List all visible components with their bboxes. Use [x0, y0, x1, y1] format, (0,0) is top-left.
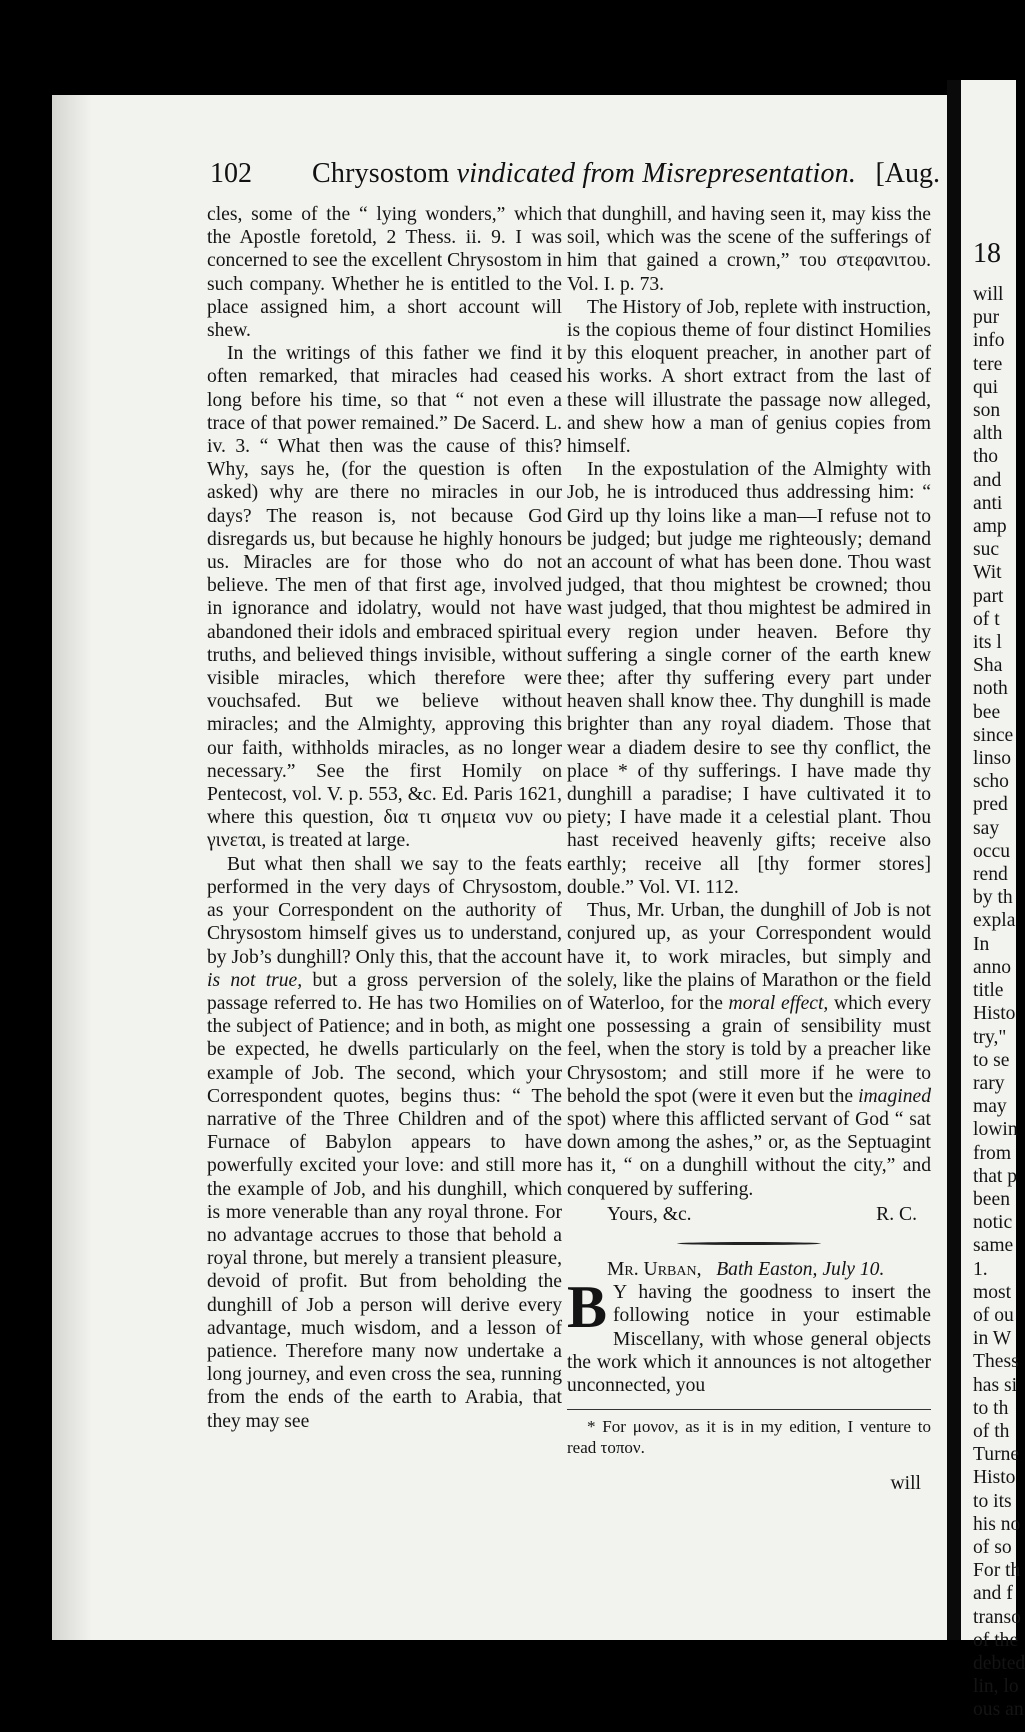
text-run: which every one possessing a grain of sensibility must feel, when the story is told by a preacher like Chrysostom; and still more if he were to behold the spot (were it even but the — [567, 992, 932, 1107]
italic-run: is not true, — [207, 969, 303, 991]
facing-page-line: scho — [973, 771, 1009, 793]
paragraph — [567, 899, 931, 1201]
facing-page-line: to its — [973, 1490, 1012, 1512]
text-run: but a gross perversion of the passage referred to. He has two Homilies on the subject of Patience; and in both, as might be expected, he dwells particularly on the example of Job. The second, which your Correspondent quotes, begins thus: “ The narrative of the Three Children and of the Furnace of Babylon appears to have powerfully excited your love: and still more the example of Job, and his dunghill, which is more venerable than any royal throne. For no advantage accrues to those that behold a royal throne, but merely a transient pleasure, devoid of profit. But from beholding the dunghill of Job a person will derive every advantage, much wisdom, and a lesson of patience. Therefore many now undertake a long journey, and even cross the sea, running from the ends of the earth to Arabia, that they may see — [207, 969, 562, 1432]
facing-page-line: info — [973, 330, 1005, 352]
text-column-left — [207, 203, 562, 1433]
text-column-right — [567, 203, 931, 1495]
catchword: will — [890, 1473, 921, 1495]
place-date: Bath Easton, July 10. — [716, 1258, 885, 1280]
facing-page-line: has si — [973, 1374, 1018, 1396]
page-number: 102 — [210, 158, 252, 189]
drop-cap: B — [567, 1274, 608, 1341]
facing-page-line: by th — [973, 887, 1013, 909]
facing-page-line: son — [973, 400, 1001, 422]
facing-page-line: notic — [973, 1212, 1013, 1234]
paragraph: that dunghill, and having seen it, may kiss the soil, which was the scene of the sufferings of him that gained a crown,” του στεφανιτου. Vol. I. p. 73. — [567, 204, 931, 295]
facing-page-line: Thess — [973, 1351, 1019, 1373]
facing-page — [961, 80, 1025, 1721]
header-month: [Aug. — [875, 158, 940, 189]
facing-page-line: amp — [973, 516, 1007, 538]
letter-body — [567, 1274, 931, 1397]
facing-page-line: linso — [973, 748, 1012, 770]
facing-page-line: alth — [973, 423, 1003, 445]
facing-page-line: of ou — [973, 1304, 1014, 1326]
facing-page-line: noth — [973, 678, 1008, 700]
facing-page-line: his no — [973, 1513, 1021, 1535]
letter-dateline — [567, 1258, 931, 1281]
section-divider — [567, 1232, 931, 1254]
facing-page-line: of the — [973, 1629, 1019, 1651]
facing-page-line: since — [973, 724, 1014, 746]
facing-page-line: anno — [973, 956, 1012, 978]
facing-page-text — [961, 283, 1025, 1722]
page-title — [312, 158, 856, 190]
page-title-plain: Chrysostom — [312, 158, 450, 189]
text-run: Thus, Mr. Urban, the dunghill of Job is not conjured up, as your Correspondent would have it, to work miracles, but simply and solely, like the plains of Marathon or the field of Waterloo, for the — [567, 900, 931, 1014]
facing-page-line: debted — [973, 1652, 1025, 1674]
signoff — [567, 1203, 931, 1226]
facing-page-line: Wit — [973, 562, 1002, 584]
facing-page-line: of so — [973, 1536, 1012, 1558]
italic-run: moral effect, — [728, 992, 829, 1014]
page-gutter — [947, 80, 961, 1640]
facing-page-line: most — [973, 1281, 1012, 1303]
facing-page-line: in W — [973, 1328, 1012, 1350]
facing-page-line: Turne — [973, 1444, 1020, 1466]
paragraph: In the writings of this father we find it often remarked, that miracles had ceased long before his time, so that “ not even a trace of that power remained.” De Sacerd. L. iv. 3. “ What then was the cause of this? Why, says he, (for the question is often asked) why are there no miracles in our days? The reason is, not because God disregards us, but because he highly honours us. Miracles are for those who do not believe. The men of that first age, involved in ignorance and idolatry, would not have abandoned their idols and embraced spiritual truths, and believed things invisible, without visible miracles, which therefore were vouchsafed. But we believe without miracles; and the Almighty, approving this our faith, withholds miracles, as no longer necessary.” See the first Homily on Pentecost, vol. V. p. 553, &c. Ed. Paris 1621, where this question, δια τι σημεια νυν ου γινεται, is treated at large. — [207, 343, 562, 852]
text-run: But what then shall we say to the feats performed in the very days of Chrysostom, as your Correspondent on the authority of Chrysostom himself gives us to understand, by Job’s dunghill? Only this, that the account — [207, 853, 562, 968]
facing-page-line: part — [973, 585, 1004, 607]
facing-page-line: In — [973, 933, 990, 955]
facing-page-line: Sha — [973, 655, 1003, 677]
facing-page-line: lin, lo — [973, 1676, 1019, 1698]
facing-page-line: that p — [973, 1165, 1018, 1187]
facing-page-line: to th — [973, 1397, 1009, 1419]
facing-page-line: of th — [973, 1420, 1010, 1442]
facing-page-line: tho — [973, 446, 999, 468]
facing-page-line: to se — [973, 1049, 1010, 1071]
facing-page-line: qui — [973, 376, 999, 398]
facing-page-line: rend — [973, 864, 1008, 886]
paragraph: cles, some of the “ lying wonders,” which the Apostle foretold, 2 Thess. ii. 9. I was concerned to see the excellent Chrysostom in such company. Whether he is entitled to the place assigned him, a short account will shew. — [207, 204, 562, 342]
paragraph: The History of Job, replete with instruction, is the copious theme of four distinct Homilies by this eloquent preacher, in another part of his works. A short extract from the last of these will illustrate the passage now alleged, and shew how a man of genius copies from himself. — [567, 296, 931, 458]
signoff-yours: Yours, &c. — [607, 1203, 692, 1225]
text-run: spot) where this afflicted servant of God “ sat down among the ashes,” or, as the Septuagint has it, “ on a dunghill without the city,” and conquered by suffering. — [567, 1108, 931, 1200]
facing-page-line: of t — [973, 608, 1000, 630]
paragraph — [207, 853, 562, 1433]
facing-page-line: suc — [973, 539, 1000, 561]
facing-page-header: 18 — [973, 238, 1001, 269]
facing-page-line: occu — [973, 840, 1010, 862]
salutation: Mr. Urban, — [607, 1258, 702, 1280]
footnote: * For μονον, as it is in my edition, I venture to read τοπον. — [567, 1417, 931, 1458]
facing-page-line: title — [973, 980, 1004, 1002]
running-header — [210, 158, 940, 194]
facing-page-line: try," — [973, 1026, 1007, 1048]
facing-page-line: 1. — [973, 1258, 988, 1280]
facing-page-line: bee — [973, 701, 1001, 723]
facing-page-line: tere — [973, 353, 1003, 375]
page-title-italic: vindicated from Misrepresentation. — [456, 158, 857, 189]
text-run: Y having the goodness to insert the following notice in your estimable Miscellany, with whose general objects the work which it announces is not altogether unconnected, you — [567, 1282, 931, 1396]
facing-page-line: may — [973, 1096, 1007, 1118]
page-shadow — [52, 95, 92, 1640]
facing-page-line: lowin — [973, 1119, 1018, 1141]
facing-page-line: Histo — [973, 1467, 1016, 1489]
facing-page-line: and f — [973, 1583, 1013, 1605]
facing-page-line: been — [973, 1188, 1010, 1210]
facing-page-line: from — [973, 1142, 1012, 1164]
facing-page-line: anti — [973, 492, 1003, 514]
facing-page-line: pred — [973, 794, 1008, 816]
facing-page-line: its l — [973, 632, 1002, 654]
footnote-rule — [567, 1409, 931, 1410]
paragraph: In the expostulation of the Almighty with Job, he is introduced thus addressing him: “ Gird up thy loins like a man—I refuse not to be judged; but judge me righteously; demand an account of what has been done. Thou wast judged, that thou mightest be crowned; thou wast judged, that thou mightest be admired in every region under heaven. Before thy suffering a single corner of the earth knew thee; after thy suffering every part under heaven shall know thee. Thy dunghill is made brighter than any royal diadem. Those that wear a diadem desire to see thy conflict, the place * of thy sufferings. I have made thy dunghill a paradise; I have cultivated it to piety; I have made it a celestial plant. Thou hast received heavenly gifts; receive also earthly; receive all [thy former stores] double.” Vol. VI. 112. — [567, 459, 931, 898]
facing-page-line: For th — [973, 1560, 1021, 1582]
facing-page-line: same — [973, 1235, 1014, 1257]
facing-page-line: expla — [973, 910, 1016, 932]
signoff-initials: R. C. — [876, 1203, 917, 1225]
facing-page-line: pur — [973, 307, 1000, 329]
italic-run: imagined — [858, 1085, 931, 1107]
facing-page-line: rary — [973, 1072, 1005, 1094]
facing-page-line: Histo — [973, 1003, 1016, 1025]
facing-page-line: and — [973, 469, 1002, 491]
facing-page-line: will — [973, 284, 1004, 305]
facing-page-line: say — [973, 817, 1000, 839]
facing-page-line: transo — [973, 1606, 1021, 1628]
facing-page-line: ous an — [973, 1699, 1024, 1721]
